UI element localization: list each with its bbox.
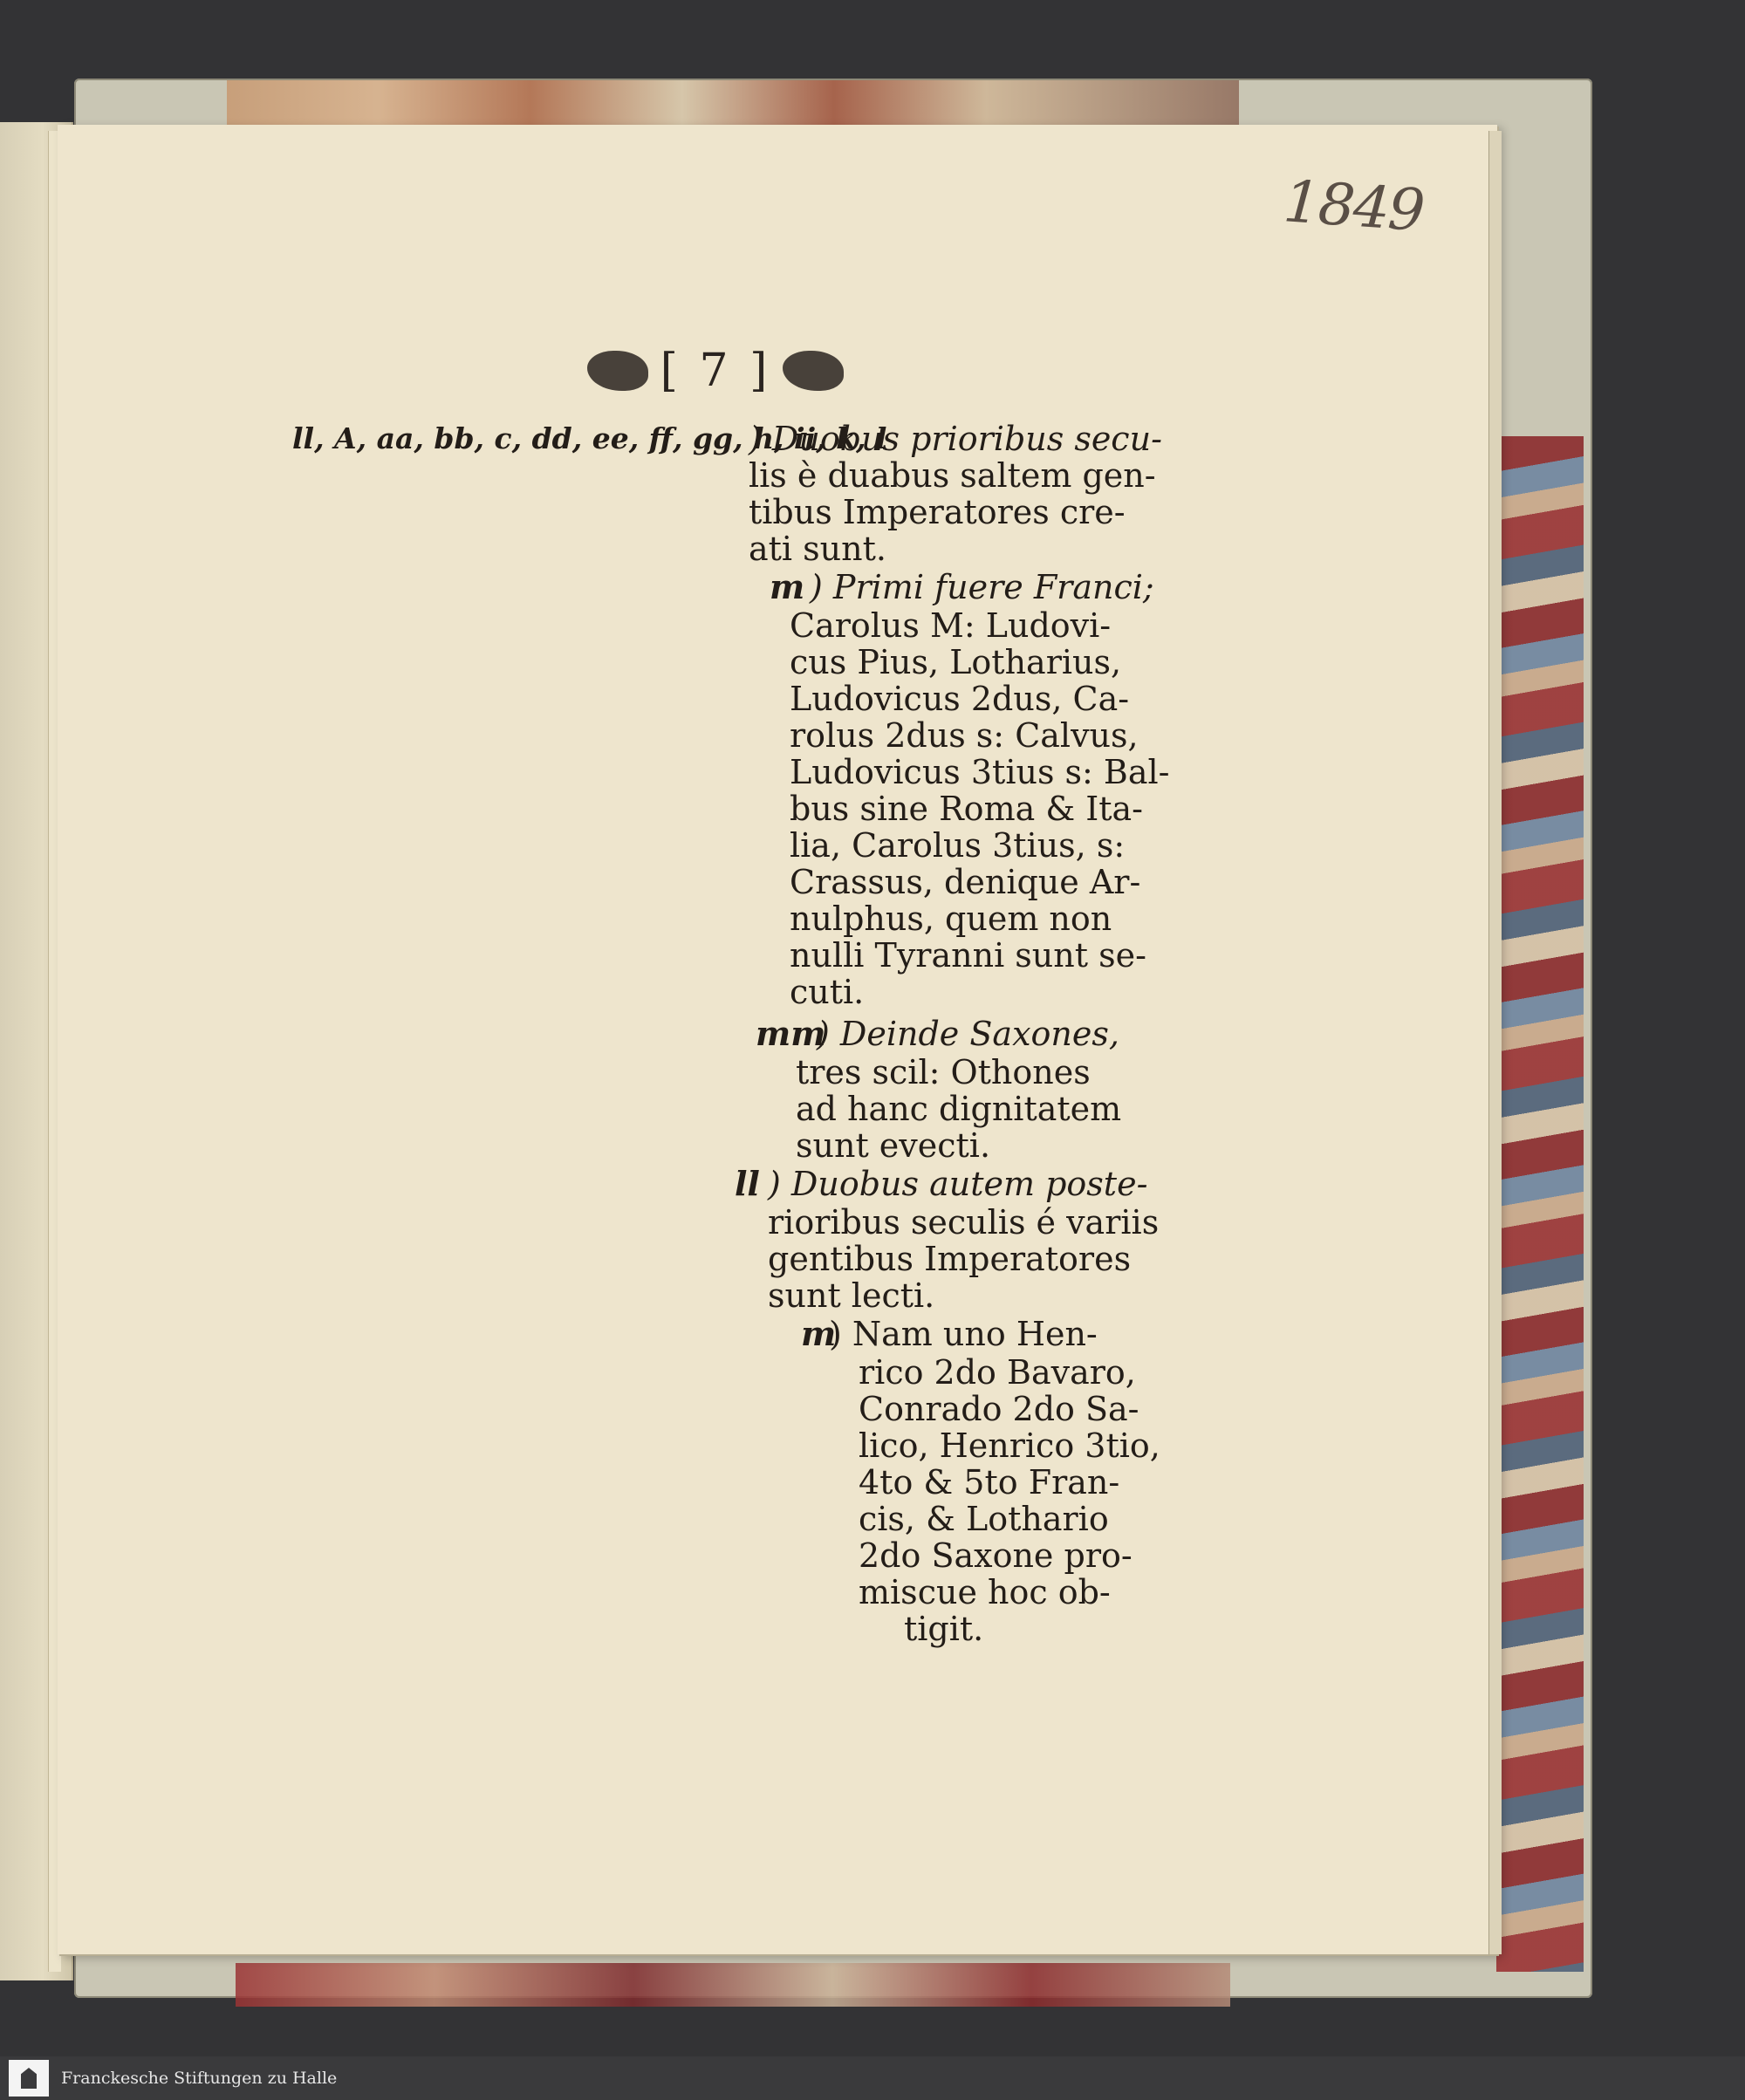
footnote-marker: ll, A, aa, bb, c, dd, ee, ff, gg, h, ii, k, l [292,421,887,455]
text-line: cus Pius, Lotharius, [790,643,1122,681]
footnote-marker: mm [756,1014,826,1053]
text-line: bus sine Roma & Ita- [790,790,1144,828]
text-line: nulphus, quem non [790,900,1112,938]
text-line: tigit. [904,1610,984,1648]
text-line: rico 2do Bavaro, [859,1353,1136,1392]
handwritten-number: 1849 [1281,168,1426,245]
text-line: ) Primi fuere Franci; [810,568,1154,606]
text-line: ) Deinde Saxones, [817,1015,1119,1053]
institution-logo-icon[interactable] [9,2060,49,2097]
building-icon [21,2068,37,2089]
text-line: 2do Saxone pro- [859,1536,1133,1575]
footnote-marker: m [770,567,805,606]
text-line: tres scil: Othones [796,1053,1091,1091]
text-line: Conrado 2do Sa- [859,1390,1139,1428]
text-line: sunt evecti. [796,1126,991,1165]
text-line: ) Duobus autem poste- [768,1165,1148,1203]
text-line: lico, Henrico 3tio, [859,1426,1160,1465]
footnote-marker: ll [735,1164,760,1203]
footer-bar [0,2056,1745,2100]
text-line: ati sunt. [749,530,886,568]
text-line: ad hanc dignitatem [796,1090,1122,1128]
text-line: gentibus Imperatores [768,1240,1132,1278]
text-line: 4to & 5to Fran- [859,1463,1120,1501]
text-line: Carolus M: Ludovi- [790,606,1112,645]
text-line: Ludovicus 3tius s: Bal- [790,753,1170,791]
text-line: cuti. [790,973,865,1011]
text-line: Crassus, denique Ar- [790,863,1141,901]
text-line: lia, Carolus 3tius, s: [790,826,1126,865]
text-line: rolus 2dus s: Calvus, [790,716,1139,755]
text-line: miscue hoc ob- [859,1573,1111,1611]
footer-institution[interactable]: Franckesche Stiftungen zu Halle [61,2069,338,2088]
footnote-marker: m [801,1314,837,1353]
text-line: sunt lecti. [768,1276,935,1315]
text-line: cis, & Lothario [859,1500,1109,1538]
text-line: nulli Tyranni sunt se- [790,936,1146,975]
text-line: lis è duabus saltem gen- [749,456,1156,495]
text-line: rioribus seculis é variis [768,1203,1160,1242]
text-line: Ludovicus 2dus, Ca- [790,680,1130,718]
page-number: [ 7 ] [660,345,771,397]
cover-marbled-bottom [236,1963,1230,2007]
text-line: ) Duobus prioribus secu- [749,420,1162,458]
text-line: ) Nam uno Hen- [829,1315,1098,1353]
text-line: tibus Imperatores cre- [749,493,1126,531]
